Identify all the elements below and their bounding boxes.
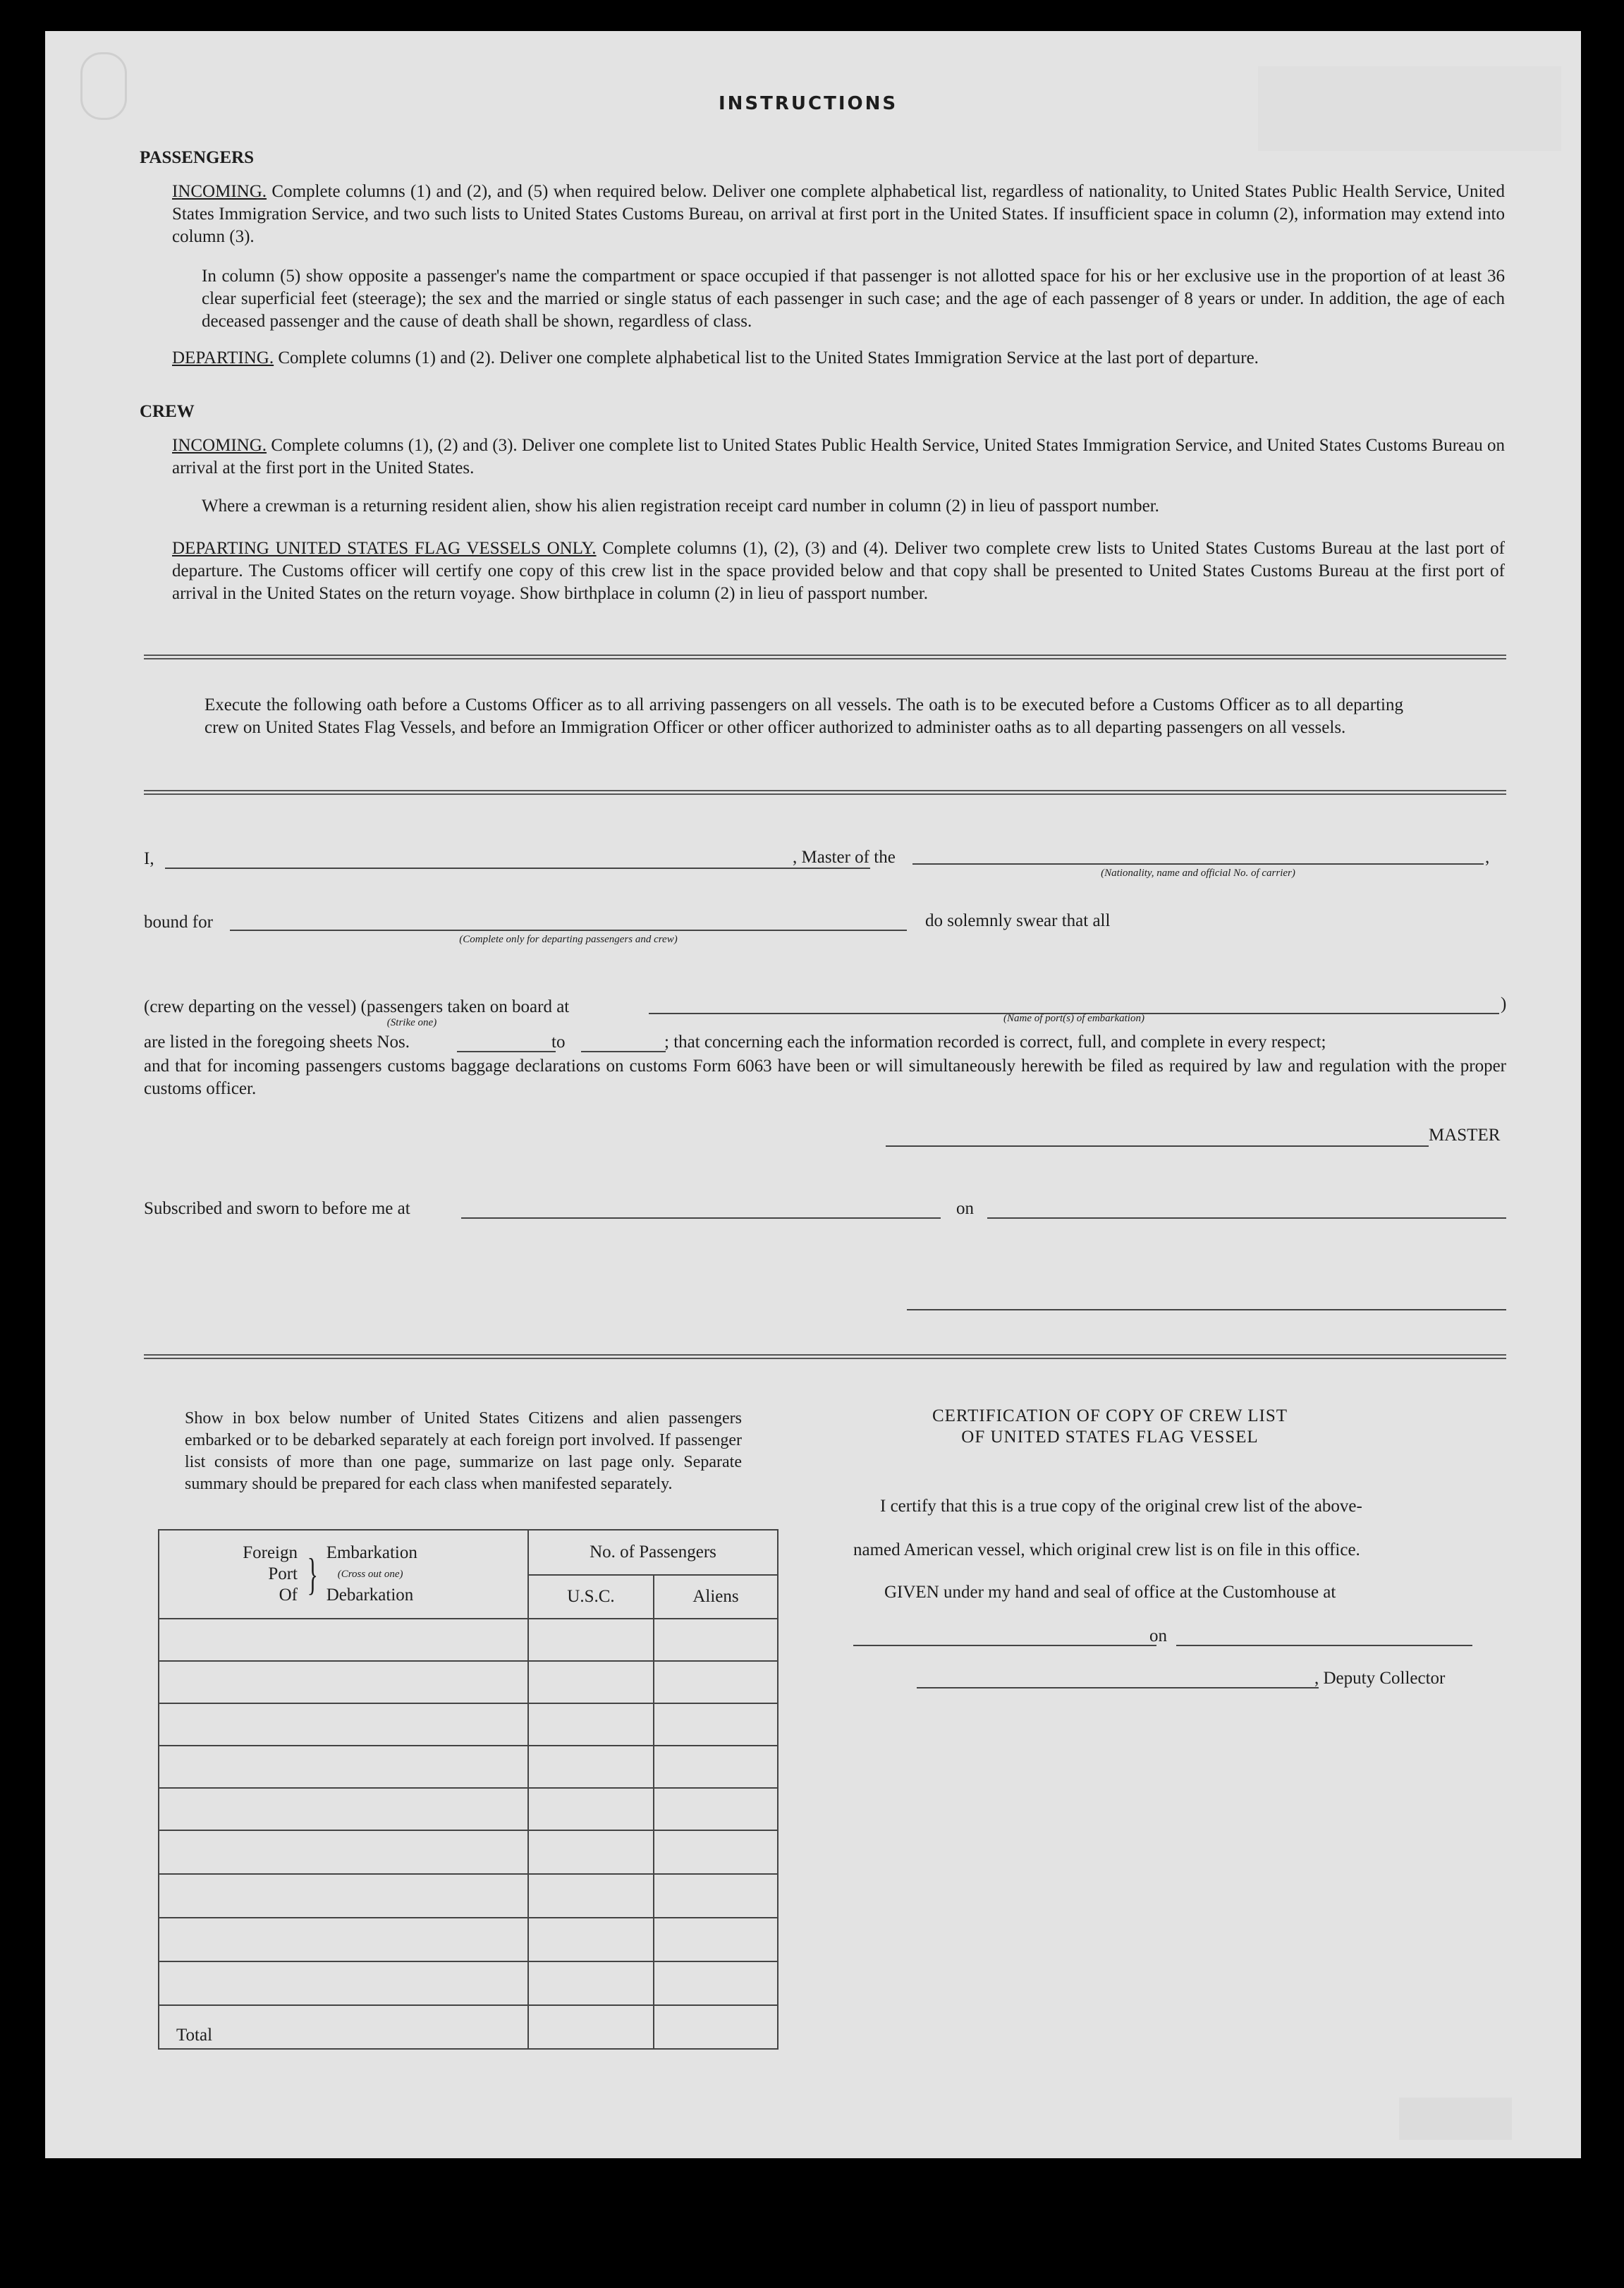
usc-cell[interactable] xyxy=(528,1703,654,1746)
debarkation-label: Debarkation xyxy=(326,1586,414,1605)
port-cell[interactable] xyxy=(159,1746,528,1788)
usc-cell[interactable] xyxy=(528,1661,654,1703)
master-of-label: , Master of the xyxy=(793,848,896,867)
divider-2 xyxy=(144,790,1506,795)
passenger-summary-table xyxy=(158,1529,779,2050)
aliens-header: Aliens xyxy=(654,1575,778,1619)
crew-heading: CREW xyxy=(140,402,195,421)
bound-for-hint: (Complete only for departing passengers and crew) xyxy=(459,934,678,945)
aliens-cell[interactable] xyxy=(654,1746,778,1788)
crew-departing-text: Complete columns (1), (2), (3) and (4). Deliver two complete crew lists to United States Customs Bureau at the last port of departure. The Customs officer will certify one copy of this crew list in the space provided below and that copy shall be presented to United States Customs Bureau at the first port of arrival in the United States on the return voyage. Show birthplace in column (2) in lieu of passport number. xyxy=(172,539,1506,603)
sworn-on-label: on xyxy=(956,1199,974,1218)
aliens-cell[interactable] xyxy=(654,1703,778,1746)
num-passengers-header: No. of Passengers xyxy=(528,1530,778,1575)
foreign-label: Foreign xyxy=(243,1543,298,1562)
usc-header: U.S.C. xyxy=(528,1575,654,1619)
port-cell[interactable] xyxy=(159,1619,528,1661)
oath-i-label: I, xyxy=(144,849,154,868)
bound-for-field[interactable] xyxy=(230,930,907,931)
usc-cell[interactable] xyxy=(528,1746,654,1788)
aliens-total-cell[interactable] xyxy=(654,2005,778,2049)
close-paren: ) xyxy=(1501,994,1507,1014)
customhouse-field[interactable] xyxy=(853,1645,1156,1646)
certification-date-field[interactable] xyxy=(1176,1645,1472,1646)
deputy-collector-label: , Deputy Collector xyxy=(1314,1669,1446,1688)
passengers-incoming-text: Complete columns (1) and (2), and (5) when required below. Deliver one complete alphabetical list, regardless of nationality, to United States Public Health Service, United States Immigration Service, and two such lists to United States Customs Bureau, on arrival at first port in the United States. If insufficient space in column (2), information may extend into column (3). xyxy=(172,182,1506,246)
master-name-field[interactable] xyxy=(165,868,870,869)
subscribed-label: Subscribed and sworn to before me at xyxy=(144,1199,410,1218)
sworn-on-field[interactable] xyxy=(987,1217,1506,1219)
crew-incoming-lead: INCOMING. xyxy=(172,436,267,455)
master-signature-field[interactable] xyxy=(886,1145,1429,1147)
passengers-incoming-paragraph xyxy=(172,181,1505,248)
faint-stamp-top-left xyxy=(80,52,127,120)
of-label: Of xyxy=(279,1586,298,1605)
port-cell[interactable] xyxy=(159,1874,528,1918)
crew-passengers-label: (crew departing on the vessel) (passengers taken on board at xyxy=(144,997,570,1016)
embarkation-port-hint: (Name of port(s) of embarkation) xyxy=(1003,1013,1144,1024)
aliens-cell[interactable] xyxy=(654,1830,778,1874)
crew-departing-lead: DEPARTING UNITED STATES FLAG VESSELS ONLY. xyxy=(172,539,597,558)
usc-cell[interactable] xyxy=(528,1830,654,1874)
crew-resident-paragraph: Where a crewman is a returning resident alien, show his alien registration receipt card number in column (2) in lieu of passport number. xyxy=(202,497,1159,516)
listed-label: are listed in the foregoing sheets Nos. xyxy=(144,1033,410,1052)
divider-1 xyxy=(144,655,1506,659)
aliens-cell[interactable] xyxy=(654,1619,778,1661)
strike-one-hint: (Strike one) xyxy=(386,1017,437,1028)
brace-icon: } xyxy=(307,1549,319,1599)
form-page xyxy=(45,31,1581,2158)
passengers-departing-lead: DEPARTING. xyxy=(172,348,274,367)
divider-3 xyxy=(144,1354,1506,1359)
passengers-incoming-lead: INCOMING. xyxy=(172,182,267,201)
port-cell[interactable] xyxy=(159,1830,528,1874)
passengers-column5-paragraph: In column (5) show opposite a passenger's name the compartment or space occupied if that passenger is not allotted space for his or her exclusive use in the proportion of at least 36 clear superficial feet (steerage); the sex and the married or single status of each passenger in such case; and the age of each passenger of 8 years or under. In addition, the age of each deceased passenger and the cause of death shall be shown, regardless of class. xyxy=(202,267,1505,331)
aliens-cell[interactable] xyxy=(654,1661,778,1703)
certification-line-2: named American vessel, which original crew list is on file in this office. xyxy=(853,1540,1360,1559)
certification-on-label: on xyxy=(1149,1626,1167,1645)
to-label: to xyxy=(551,1033,566,1052)
crew-incoming-paragraph xyxy=(172,434,1505,480)
total-label: Total xyxy=(159,2005,528,2049)
concerning-text: ; that concerning each the information recorded is correct, full, and complete in every respect; xyxy=(664,1033,1326,1052)
usc-total-cell[interactable] xyxy=(528,2005,654,2049)
bound-for-label: bound for xyxy=(144,913,213,932)
port-cell[interactable] xyxy=(159,1788,528,1830)
faint-stamp-top-right xyxy=(1258,66,1561,151)
oath-body-text: and that for incoming passengers customs baggage declarations on customs Form 6063 have been or will simultaneously herewith be filed as required by law and regulation with the proper customs officer. xyxy=(144,1057,1506,1098)
usc-cell[interactable] xyxy=(528,1788,654,1830)
sheet-no-from-field[interactable] xyxy=(457,1051,556,1052)
certification-title-1: CERTIFICATION OF COPY OF CREW LIST xyxy=(932,1406,1288,1425)
aliens-cell[interactable] xyxy=(654,1918,778,1961)
port-cell[interactable] xyxy=(159,1961,528,2005)
faint-stamp-bottom-right xyxy=(1399,2098,1512,2140)
aliens-cell[interactable] xyxy=(654,1788,778,1830)
aliens-cell[interactable] xyxy=(654,1961,778,2005)
aliens-cell[interactable] xyxy=(654,1874,778,1918)
carrier-trailing-comma: , xyxy=(1485,848,1490,867)
port-header-cell xyxy=(159,1530,528,1619)
cross-out-hint: (Cross out one) xyxy=(337,1569,403,1580)
sheet-no-to-field[interactable] xyxy=(581,1051,666,1052)
usc-cell[interactable] xyxy=(528,1918,654,1961)
certification-line-3: GIVEN under my hand and seal of office at the Customhouse at xyxy=(884,1583,1336,1602)
passengers-departing-paragraph xyxy=(172,347,1505,370)
passengers-departing-text: Complete columns (1) and (2). Deliver one complete alphabetical list to the United States Immigration Service at the last port of departure. xyxy=(278,348,1259,367)
port-cell[interactable] xyxy=(159,1661,528,1703)
port-cell[interactable] xyxy=(159,1918,528,1961)
sworn-at-field[interactable] xyxy=(461,1217,941,1219)
port-cell[interactable] xyxy=(159,1703,528,1746)
crew-incoming-text: Complete columns (1), (2) and (3). Deliver one complete list to United States Public Health Service, United States Immigration Service, and United States Customs Bureau on arrival at the first port in the United States. xyxy=(172,436,1505,477)
embarkation-label: Embarkation xyxy=(326,1543,417,1562)
crew-departing-paragraph xyxy=(172,537,1505,605)
deputy-collector-signature-field[interactable] xyxy=(917,1687,1319,1688)
certification-title-2: OF UNITED STATES FLAG VESSEL xyxy=(961,1428,1259,1447)
page-title: INSTRUCTIONS xyxy=(719,93,898,114)
oath-intro-paragraph: Execute the following oath before a Customs Officer as to all arriving passengers on all vessels. The oath is to be executed before a Customs Officer as to all departing crew on United States Flag Vessels, and before an Immigration Officer or other officer authorized to administer oaths as to all departing passengers on all vessels. xyxy=(204,695,1403,737)
officer-signature-field[interactable] xyxy=(907,1309,1506,1310)
carrier-field[interactable] xyxy=(912,863,1484,865)
certification-line-1: I certify that this is a true copy of the original crew list of the above- xyxy=(880,1497,1362,1516)
master-label: MASTER xyxy=(1429,1126,1501,1145)
usc-cell[interactable] xyxy=(528,1961,654,2005)
port-label: Port xyxy=(268,1564,298,1583)
carrier-hint: (Nationality, name and official No. of carrier) xyxy=(1101,868,1295,879)
usc-cell[interactable] xyxy=(528,1619,654,1661)
passengers-heading: PASSENGERS xyxy=(140,148,255,167)
swear-label: do solemnly swear that all xyxy=(925,911,1111,930)
summary-intro-paragraph: Show in box below number of United States Citizens and alien passengers embarked or to be debarked separately at each foreign port involved. If passenger list consists of more than one page, summarize on last page only. Separate summary should be prepared for each class when manifested separately. xyxy=(185,1409,742,1493)
usc-cell[interactable] xyxy=(528,1874,654,1918)
